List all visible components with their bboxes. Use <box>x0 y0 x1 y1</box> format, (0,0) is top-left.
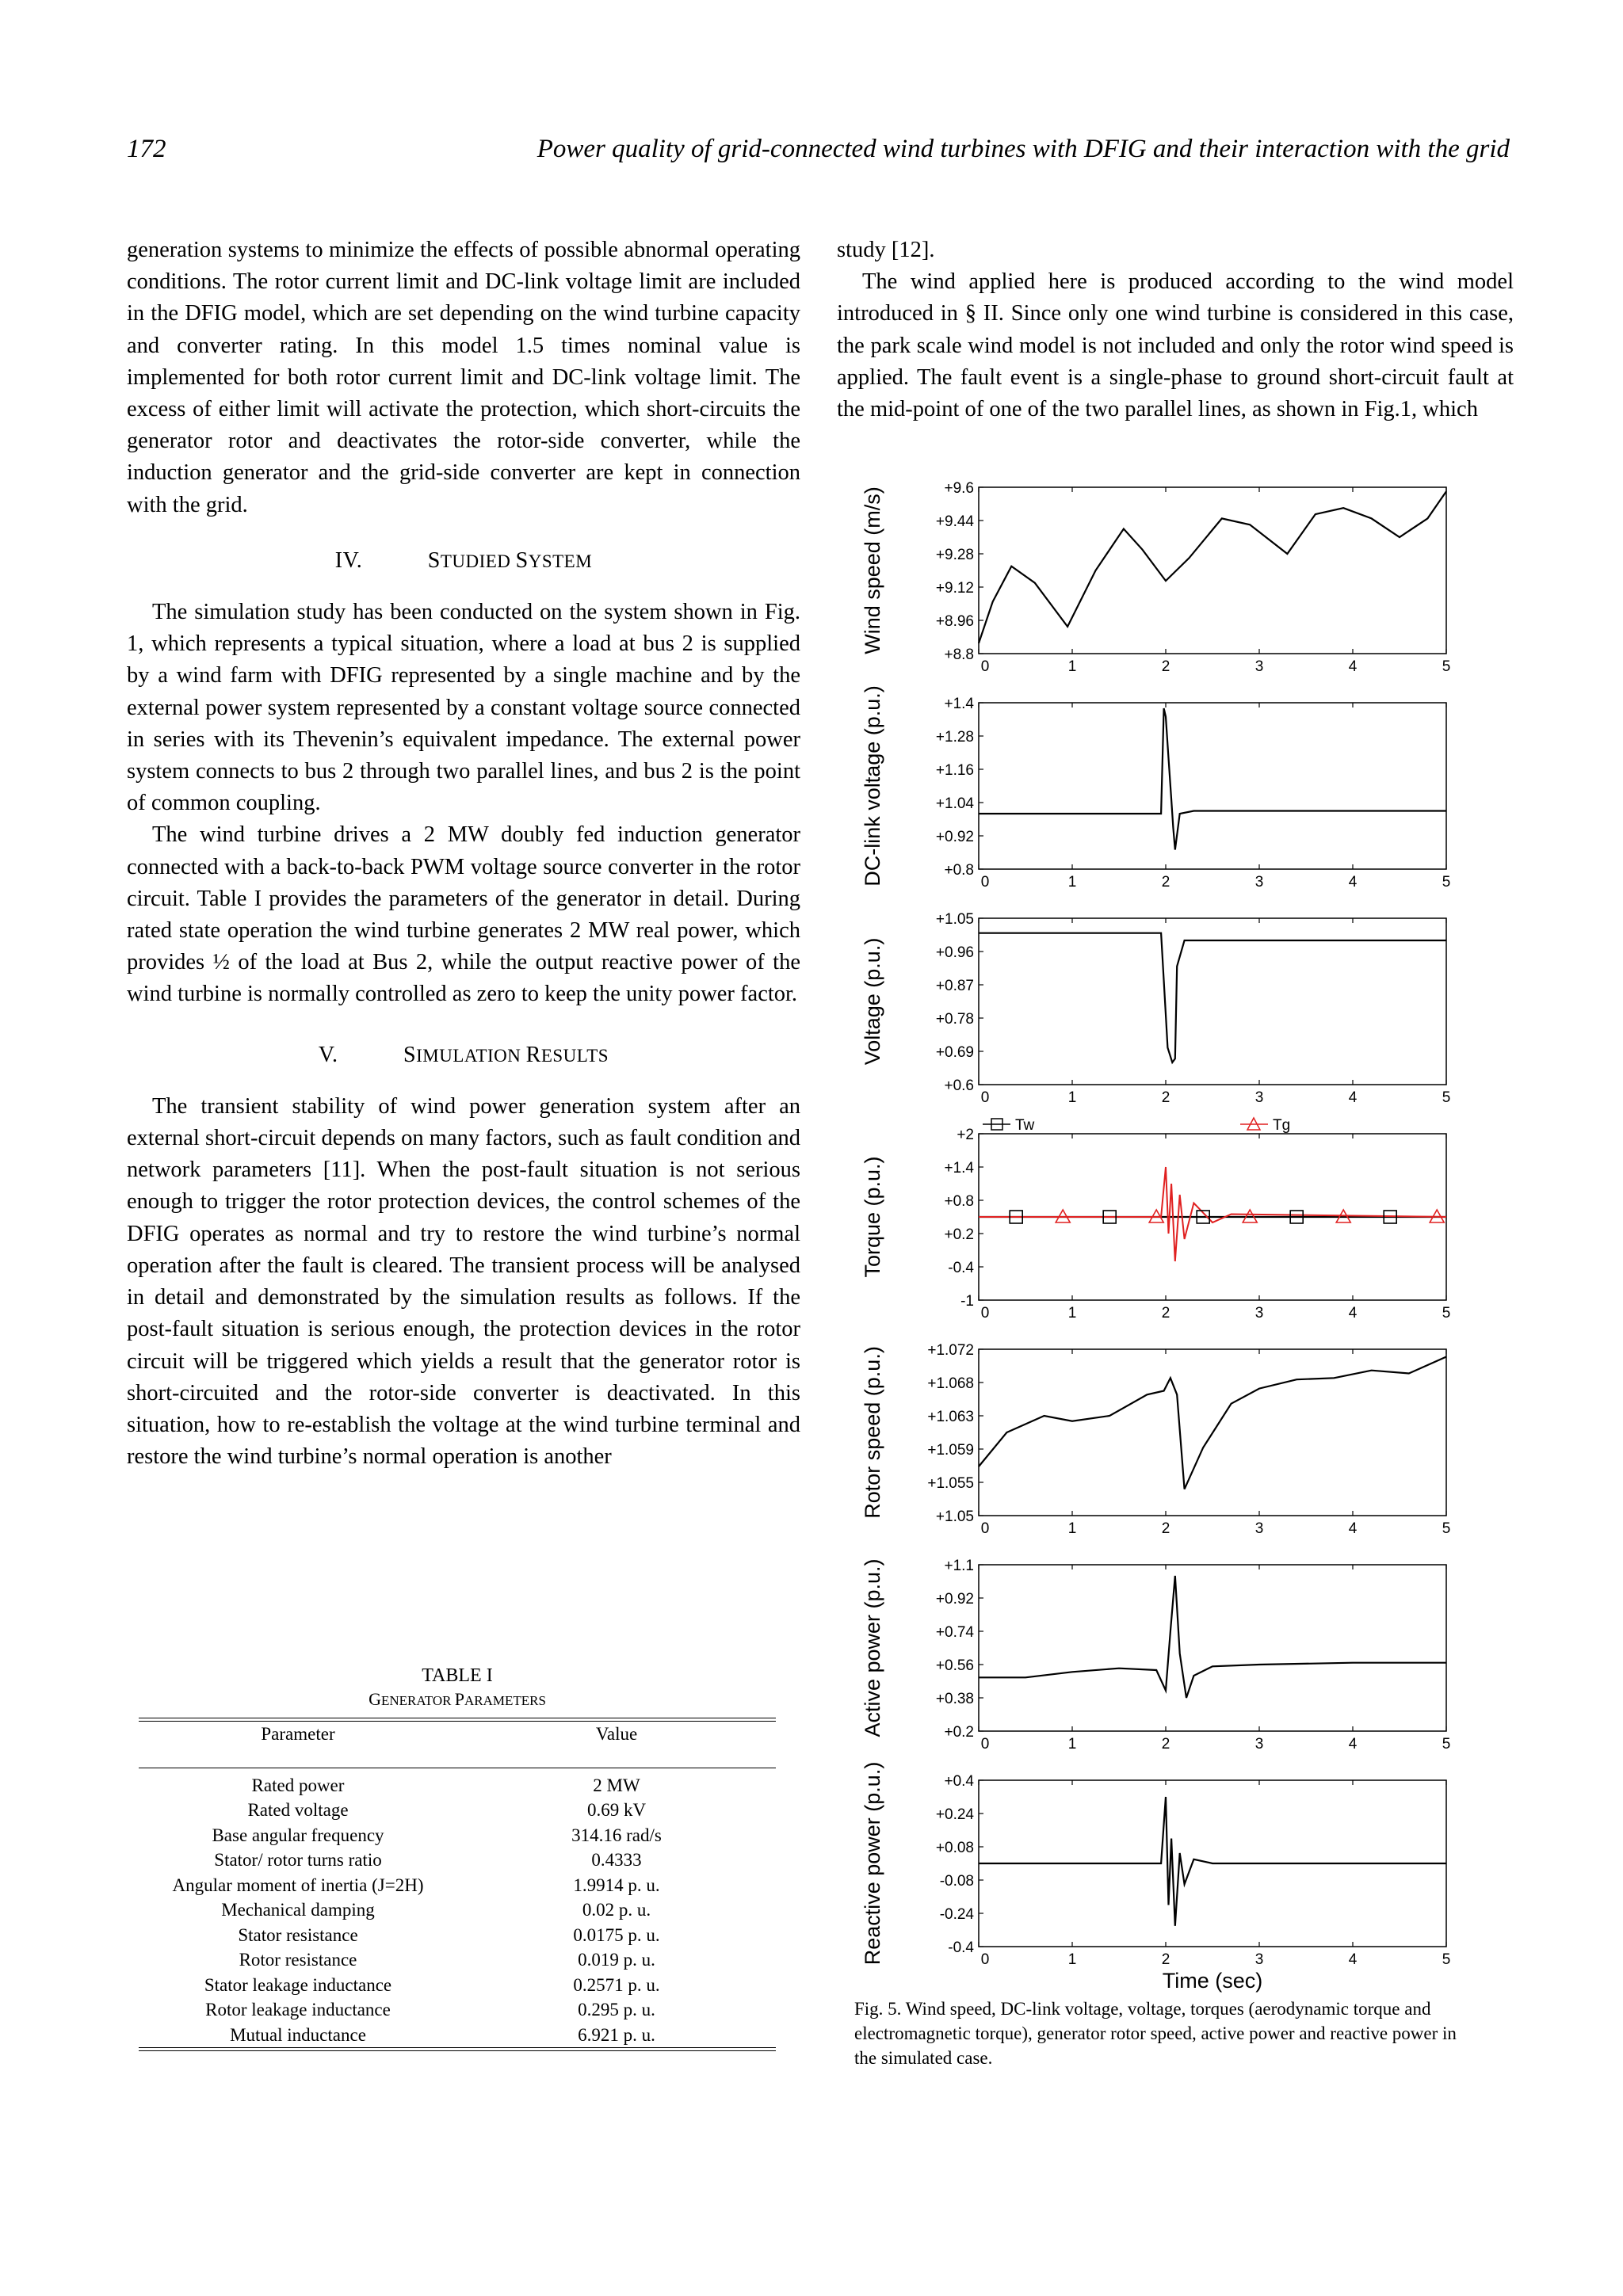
x-tick-label: 3 <box>1254 1520 1264 1537</box>
series-line <box>979 491 1446 643</box>
y-tick-label: +0.96 <box>935 944 974 961</box>
paragraph: The wind applied here is produced according to the wind model introduced in § II. Since only one wind turbine is considered in this case, the park scale wind model is not included and only the rotor wind speed is applied. The fault event is a single-phase to ground short-circuit fault at the mid-point of one of the two parallel lines, as shown in Fig.1, which <box>837 269 1514 422</box>
y-axis-label: Voltage (p.u.) <box>861 937 884 1066</box>
y-tick-label: -0.24 <box>939 1906 974 1923</box>
x-tick-label: 5 <box>1442 1951 1451 1968</box>
x-tick-label: 3 <box>1254 1951 1264 1968</box>
y-tick-label: +0.4 <box>944 1773 974 1790</box>
parameter-cell: Rated power <box>251 1775 345 1795</box>
series-line <box>979 1167 1446 1261</box>
page-number: 172 <box>127 135 166 163</box>
x-axis-label: Time (sec) <box>1162 1969 1263 1993</box>
x-tick-label: 2 <box>1161 1089 1170 1106</box>
column-header-value: Value <box>595 1724 638 1744</box>
x-tick-label: 5 <box>1442 1736 1451 1753</box>
x-tick-label: 3 <box>1254 1736 1264 1753</box>
y-tick-label: +9.6 <box>944 480 974 497</box>
x-tick-label: 1 <box>1067 1951 1077 1968</box>
plot-frame <box>979 918 1446 1085</box>
value-cell: 0.019 p. u. <box>578 1950 655 1970</box>
series-line <box>979 1797 1446 1926</box>
series-line <box>979 708 1446 850</box>
x-tick-label: 1 <box>1067 1520 1077 1537</box>
y-tick-label: -1 <box>960 1293 974 1310</box>
table-row <box>139 1798 776 1823</box>
section-heading-5: V. SIMULATION RESULTS <box>318 1042 609 1067</box>
table-row <box>139 1997 776 2023</box>
section-heading-4: IV. STUDIED SYSTEM <box>334 547 593 573</box>
x-tick-label: 0 <box>980 1305 990 1322</box>
x-tick-label: 1 <box>1067 658 1077 675</box>
value-cell: 2 MW <box>593 1775 640 1795</box>
figure-5 <box>848 467 1482 1997</box>
parameters-table <box>139 1722 776 2047</box>
table-row <box>139 1923 776 1948</box>
y-axis-label: Rotor speed (p.u.) <box>861 1346 884 1519</box>
value-cell: 0.0175 p. u. <box>573 1924 660 1945</box>
value-cell: 0.69 kV <box>586 1800 647 1820</box>
y-tick-label: +1.072 <box>927 1342 974 1359</box>
y-tick-label: +9.28 <box>935 547 974 563</box>
paragraph: The wind turbine drives a 2 MW doubly fed induction generator connected with a back-to-back PWM voltage source converter in the rotor circuit. Table I provides the parameters of the generator in detail. During rated state operation the wind turbine generates 2 MW real power, which provides ½ of the load at Bus 2, while the output reactive power of the wind turbine is normally controlled as zero to keep the unity power factor. <box>127 822 800 1007</box>
x-tick-label: 3 <box>1254 874 1264 891</box>
y-tick-label: -0.4 <box>948 1260 974 1276</box>
table-row <box>139 1848 776 1873</box>
y-tick-label: +0.74 <box>935 1624 974 1641</box>
paragraph: The simulation study has been conducted on the system shown in Fig. 1, which represents a typical situation, where a load at bus 2 is supplied by a wind farm with DFIG represented by a single machine and by the external power system represented by a constant voltage source connected in series with its Thevenin’s equivalent impedance. The external power system connects to bus 2 through two parallel lines, and bus 2 is the point of common coupling. <box>127 600 800 816</box>
plot-frame <box>979 1565 1446 1731</box>
x-tick-label: 0 <box>980 1736 990 1753</box>
x-tick-label: 3 <box>1254 1089 1264 1106</box>
y-axis-label: DC-link voltage (p.u.) <box>861 685 884 887</box>
value-cell: 314.16 rad/s <box>571 1825 662 1845</box>
x-tick-label: 2 <box>1161 658 1170 675</box>
x-tick-label: 4 <box>1348 658 1358 675</box>
paragraph: generation systems to minimize the effects of possible abnormal operating conditions. The rotor current limit and DC-link voltage limit are included in the DFIG model, which are set depending on the wind turbine capacity and converter rating. In this model 1.5 times nominal value is implemented for both rotor current limit and DC-link voltage limit. The excess of either limit will activate the protection, which short-circuits the generator rotor and deactivates the rotor-side converter, while the induction generator and the grid-side converter are kept in connection with the grid. <box>127 238 800 517</box>
plot-frame <box>979 487 1446 654</box>
table-label: TABLE I <box>422 1665 493 1686</box>
y-tick-label: +0.87 <box>935 978 974 994</box>
legend-label-tw: Tw <box>1015 1117 1035 1134</box>
y-tick-label: +1.068 <box>927 1375 974 1392</box>
y-tick-label: +9.44 <box>935 513 974 530</box>
y-tick-label: +0.69 <box>935 1044 974 1061</box>
x-tick-label: 5 <box>1442 1520 1451 1537</box>
x-tick-label: 5 <box>1442 874 1451 891</box>
y-axis-label: Reactive power (p.u.) <box>861 1761 884 1966</box>
table-row <box>139 1823 776 1848</box>
y-tick-label: -0.4 <box>948 1939 974 1956</box>
y-tick-label: -0.08 <box>939 1873 974 1890</box>
y-axis-label: Torque (p.u.) <box>861 1156 884 1278</box>
paragraph: study [12]. <box>837 238 935 262</box>
y-tick-label: +1.059 <box>927 1442 974 1459</box>
x-tick-label: 3 <box>1254 1305 1264 1322</box>
x-tick-label: 1 <box>1067 874 1077 891</box>
y-tick-label: +0.38 <box>935 1691 974 1707</box>
y-tick-label: +0.24 <box>935 1806 974 1823</box>
value-cell: 0.02 p. u. <box>582 1900 651 1920</box>
x-tick-label: 5 <box>1442 1305 1451 1322</box>
y-tick-label: +0.8 <box>944 862 974 879</box>
running-title: Power quality of grid-connected wind turbines with DFIG and their interaction with the grid <box>537 135 1510 163</box>
y-tick-label: +8.8 <box>944 646 974 663</box>
series-line <box>979 1357 1446 1489</box>
table-row <box>139 1973 776 1998</box>
parameter-cell: Rotor leakage inductance <box>205 2000 391 2019</box>
table-title: GENERATOR PARAMETERS <box>369 1689 546 1709</box>
legend-label-tg: Tg <box>1273 1117 1291 1134</box>
y-tick-label: +8.96 <box>935 613 974 630</box>
y-tick-label: +1.4 <box>944 1160 974 1177</box>
y-tick-label: +9.12 <box>935 580 974 597</box>
figure-caption: Fig. 5. Wind speed, DC-link voltage, voltage, torques (aerodynamic torque and electromagnetic torque), generator rotor speed, active power and reactive power in the simulated case. <box>854 1999 1457 2068</box>
y-tick-label: +1.05 <box>935 911 974 928</box>
series-line <box>979 1576 1446 1698</box>
value-cell: 0.295 p. u. <box>578 2000 655 2019</box>
x-tick-label: 2 <box>1161 1305 1170 1322</box>
y-tick-label: +1.055 <box>927 1475 974 1492</box>
parameter-cell: Stator resistance <box>238 1924 358 1945</box>
y-tick-label: +0.2 <box>944 1226 974 1243</box>
x-tick-label: 2 <box>1161 1951 1170 1968</box>
value-cell: 1.9914 p. u. <box>573 1875 660 1895</box>
x-tick-label: 5 <box>1442 1089 1451 1106</box>
parameter-cell: Base angular frequency <box>212 1825 384 1845</box>
parameter-cell: Mutual inductance <box>230 2024 366 2045</box>
value-cell: 0.2571 p. u. <box>573 1974 660 1995</box>
table-generator-parameters <box>139 1664 776 2051</box>
column-header-parameter: Parameter <box>261 1724 335 1744</box>
x-tick-label: 4 <box>1348 1736 1358 1753</box>
y-tick-label: +0.08 <box>935 1840 974 1856</box>
x-tick-label: 4 <box>1348 1089 1358 1106</box>
y-tick-label: +0.92 <box>935 1591 974 1608</box>
y-tick-label: +0.2 <box>944 1724 974 1741</box>
table-row <box>139 1897 776 1923</box>
x-tick-label: 1 <box>1067 1089 1077 1106</box>
y-tick-label: +0.78 <box>935 1011 974 1028</box>
y-tick-label: +1.4 <box>944 696 974 712</box>
paragraph: The transient stability of wind power generation system after an external short-circuit depends on many factors, such as fault condition and network parameters [11]. When the post-fault situation is not serious enough to trigger the rotor protection devices, the control schemes of the DFIG operates as normal and try to restore the wind turbine’s normal operation after the fault is cleared. The transient process will be analysed in detail and demonstrated by the simulation results as follows. If the post-fault situation is serious enough, the protection devices in the rotor circuit will be triggered which yields a result that the generator rotor is short-circuited and the rotor-side converter is deactivated. In this situation, how to re-establish the voltage at the wind turbine terminal and restore the wind turbine’s normal operation is another <box>127 1093 800 1470</box>
x-tick-label: 4 <box>1348 1305 1358 1322</box>
table-row <box>139 1947 776 1973</box>
table-row <box>139 1873 776 1898</box>
x-tick-label: 4 <box>1348 874 1358 891</box>
x-tick-label: 2 <box>1161 1520 1170 1537</box>
y-tick-label: +2 <box>957 1127 974 1143</box>
x-tick-label: 4 <box>1348 1520 1358 1537</box>
y-tick-label: +0.56 <box>935 1657 974 1674</box>
right-column <box>837 235 1514 425</box>
y-tick-label: +1.28 <box>935 729 974 746</box>
y-tick-label: +1.1 <box>944 1558 974 1574</box>
y-tick-label: +1.04 <box>935 795 974 812</box>
table-row <box>139 2023 776 2048</box>
parameter-cell: Mechanical damping <box>221 1900 375 1920</box>
y-tick-label: +0.92 <box>935 829 974 845</box>
x-tick-label: 0 <box>980 1520 990 1537</box>
series-line <box>979 933 1446 1062</box>
y-tick-label: +1.063 <box>927 1409 974 1425</box>
x-tick-label: 1 <box>1067 1736 1077 1753</box>
x-tick-label: 5 <box>1442 658 1451 675</box>
parameter-cell: Stator leakage inductance <box>204 1974 392 1995</box>
x-tick-label: 0 <box>980 1951 990 1968</box>
y-tick-label: +1.16 <box>935 762 974 779</box>
x-tick-label: 4 <box>1348 1951 1358 1968</box>
table-row <box>139 1768 776 1798</box>
y-axis-label: Wind speed (m/s) <box>861 486 884 654</box>
x-tick-label: 1 <box>1067 1305 1077 1322</box>
parameter-cell: Angular moment of inertia (J=2H) <box>172 1875 424 1895</box>
x-tick-label: 0 <box>980 658 990 675</box>
x-tick-label: 0 <box>980 1089 990 1106</box>
x-tick-label: 3 <box>1254 658 1264 675</box>
y-tick-label: +0.6 <box>944 1077 974 1094</box>
value-cell: 0.4333 <box>591 1850 642 1870</box>
parameter-cell: Rotor resistance <box>239 1950 357 1970</box>
x-tick-label: 0 <box>980 874 990 891</box>
y-axis-label: Active power (p.u.) <box>861 1558 884 1737</box>
parameter-cell: Stator/ rotor turns ratio <box>214 1850 382 1870</box>
x-tick-label: 2 <box>1161 1736 1170 1753</box>
y-tick-label: +0.8 <box>944 1193 974 1210</box>
value-cell: 6.921 p. u. <box>578 2024 655 2045</box>
x-tick-label: 2 <box>1161 874 1170 891</box>
plot-frame <box>979 703 1446 869</box>
left-column <box>127 235 800 1473</box>
parameter-cell: Rated voltage <box>247 1800 349 1820</box>
y-tick-label: +1.05 <box>935 1508 974 1525</box>
